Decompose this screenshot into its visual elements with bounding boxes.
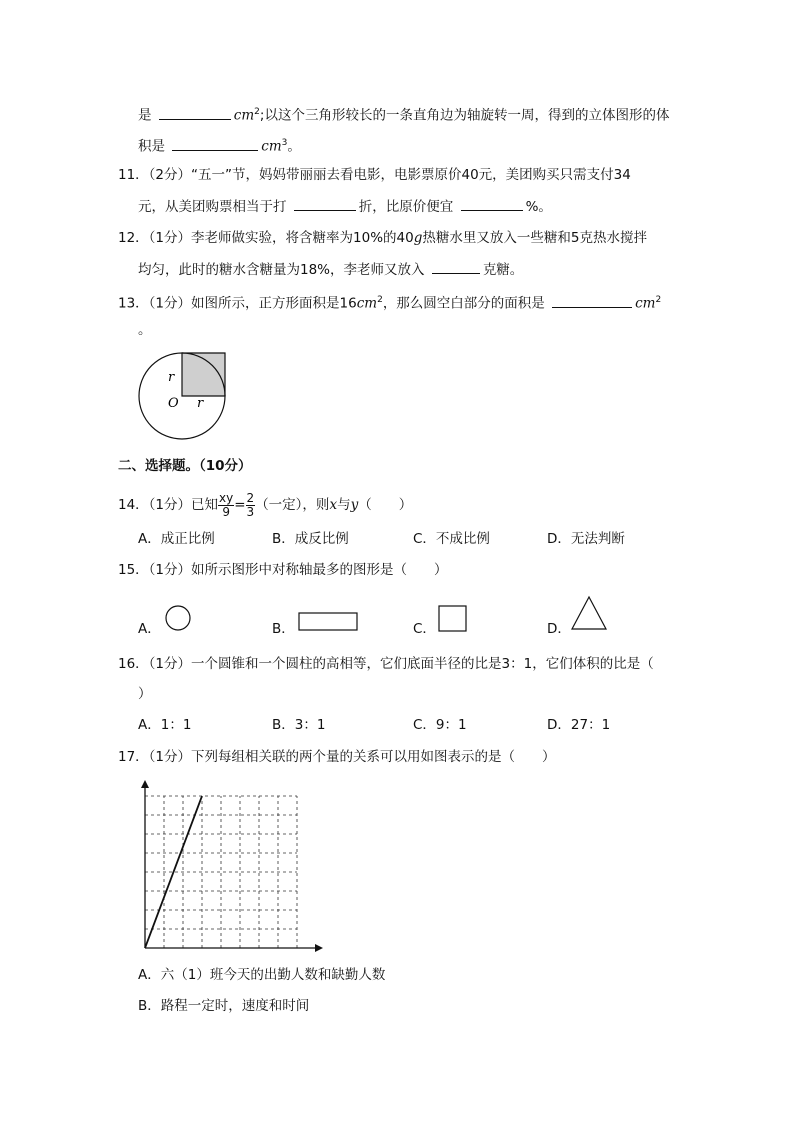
q15-option-c[interactable]: C． <box>413 621 436 637</box>
q14-stem <box>118 490 412 520</box>
q14-option-a[interactable]: A．成正比例 <box>138 531 215 547</box>
equals: = <box>234 497 246 513</box>
q16-line2: ） <box>138 686 152 702</box>
q11-line2 <box>138 197 552 216</box>
q14-text: （ ） <box>358 497 413 513</box>
rectangle-icon[interactable] <box>297 611 361 635</box>
superscript: 2 <box>377 295 383 305</box>
q17-option-a[interactable]: A．六（1）班今天的出勤人数和缺勤人数 <box>138 967 386 983</box>
q15-option-b[interactable]: B． <box>272 621 295 637</box>
unit: cm <box>233 107 255 124</box>
q10-text: 。 <box>287 138 301 155</box>
label-r-vertical: r <box>168 370 175 385</box>
square-icon[interactable] <box>437 604 469 636</box>
q13-text: ，那么圆空白部分的面积是 <box>382 295 545 312</box>
q14-text: 14．（1分）已知 <box>118 497 219 513</box>
q13-line2: 。 <box>138 322 152 338</box>
q10-line1 <box>138 103 669 125</box>
q14-option-c[interactable]: C．不成比例 <box>413 531 490 547</box>
q14-option-b[interactable]: B．成反比例 <box>272 531 349 547</box>
q13-blank[interactable] <box>552 294 632 308</box>
superscript: 2 <box>254 107 260 117</box>
proportion-graph <box>135 780 325 955</box>
fraction-2-3 <box>246 492 256 519</box>
q16-option-c[interactable]: C．9：1 <box>413 717 467 733</box>
square-shape <box>182 353 225 396</box>
denominator: 9 <box>222 504 230 519</box>
q16-line1: 16．（1分）一个圆锥和一个圆柱的高相等，它们底面半径的比是3：1，它们体积的比是（ <box>118 656 654 672</box>
q14-text: （一定），则 <box>255 497 330 513</box>
section-title: 二、选择题。（10分） <box>118 458 252 474</box>
q11-text: %。 <box>525 199 552 215</box>
q10-text: ;以这个三角形较长的一条直角边为轴旋转一周，得到的立体图形的体 <box>259 107 670 124</box>
q13-line1 <box>118 291 661 313</box>
q11-line1: 11．（2分）“五一”节，妈妈带丽丽去看电影，电影票原价40元，美团购买只需支付34 <box>118 167 631 183</box>
denominator: 3 <box>246 504 255 519</box>
unit: cm <box>635 295 656 312</box>
q10-text: 积是 <box>138 138 165 155</box>
q14-text: 与 <box>337 497 351 513</box>
q16-option-b[interactable]: B．3：1 <box>272 717 326 733</box>
label-r-horizontal: r <box>197 396 204 411</box>
q12-text: 热糖水里又放入一些糖和5克热水搅拌 <box>422 230 647 246</box>
q15-stem: 15．（1分）如所示图形中对称轴最多的图形是（ ） <box>118 562 448 578</box>
unit: g <box>413 230 423 246</box>
q16-option-a[interactable]: A．1：1 <box>138 717 192 733</box>
q10-text: 是 <box>138 107 152 124</box>
unit: cm <box>356 295 378 312</box>
unit: cm <box>261 138 282 155</box>
grid-lines <box>145 796 297 948</box>
circle-icon[interactable] <box>163 605 193 635</box>
q14-option-d[interactable]: D．无法判断 <box>547 531 625 547</box>
q10-blank-2[interactable] <box>172 137 258 151</box>
q11-text: 折，比原价便宜 <box>358 199 454 215</box>
y-axis-arrow <box>141 780 149 788</box>
superscript: 2 <box>655 295 662 305</box>
q13-text: 13．（1分）如图所示，正方形面积是16 <box>118 295 357 312</box>
variable-x: x <box>329 497 338 513</box>
numerator: xy <box>219 490 234 505</box>
x-axis-arrow <box>315 944 323 952</box>
q11-blank-1[interactable] <box>294 197 356 211</box>
q12-blank[interactable] <box>432 260 480 274</box>
circle-square-figure <box>130 345 240 445</box>
triangle-icon[interactable] <box>570 594 610 634</box>
q10-blank-1[interactable] <box>159 106 231 120</box>
fraction-xy-9 <box>218 492 234 519</box>
q16-option-d[interactable]: D．27：1 <box>547 717 611 733</box>
q12-line1 <box>118 229 647 247</box>
q10-line2 <box>138 134 301 156</box>
q15-option-d[interactable]: D． <box>547 621 571 637</box>
superscript: 3 <box>281 138 288 148</box>
q11-blank-2[interactable] <box>461 197 523 211</box>
q12-text: 均匀，此时的糖水含糖量为18%，李老师又放入 <box>138 262 425 278</box>
label-origin: O <box>168 396 179 411</box>
numerator: 2 <box>246 490 255 505</box>
q12-line2 <box>138 260 523 279</box>
q17-stem: 17．（1分）下列每组相关联的两个量的关系可以用如图表示的是（ ） <box>118 749 556 765</box>
q15-option-a[interactable]: A． <box>138 621 161 637</box>
q17-option-b[interactable]: B．路程一定时，速度和时间 <box>138 998 310 1014</box>
q12-text: 12．（1分）李老师做实验，将含糖率为10%的40 <box>118 230 414 246</box>
q11-text: 元，从美团购票相当于打 <box>138 199 287 215</box>
variable-y: y <box>350 497 359 513</box>
q12-text: 克糖。 <box>482 262 524 278</box>
